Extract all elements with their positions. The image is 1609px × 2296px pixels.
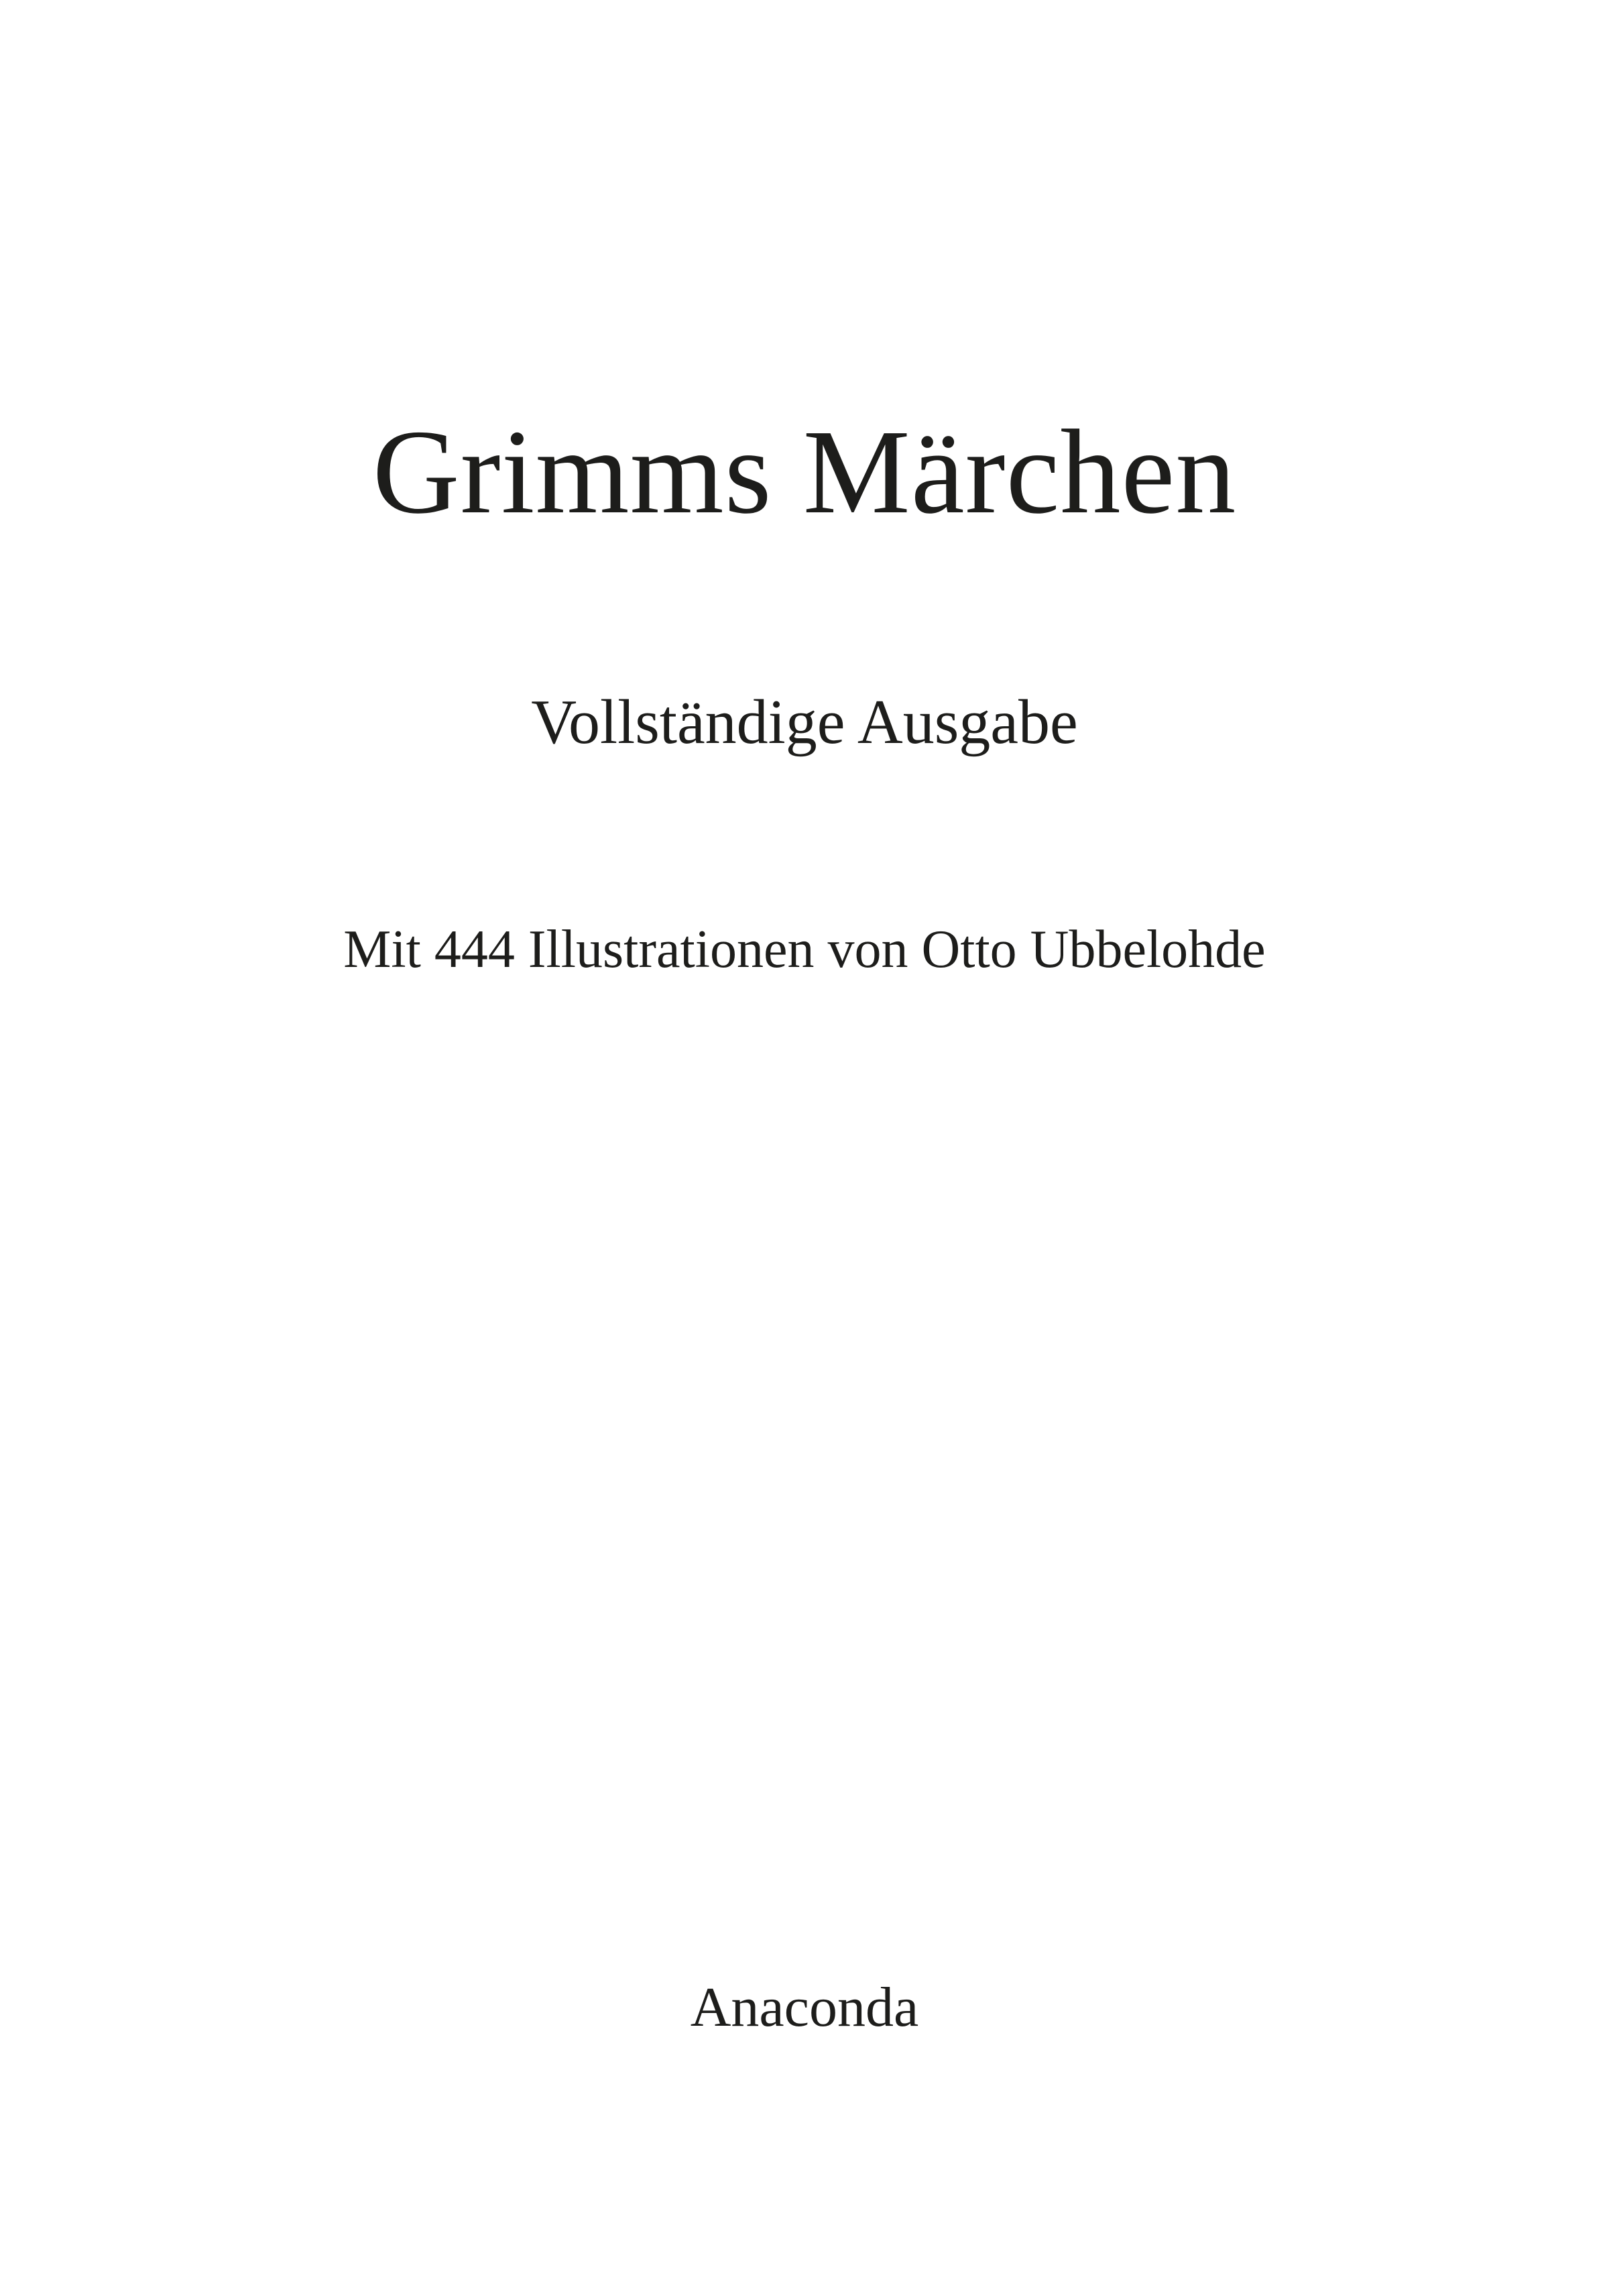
publisher-name: Anaconda [690, 1976, 919, 2039]
book-subtitle: Vollständige Ausgabe [531, 687, 1078, 757]
book-title: Grimms Märchen [372, 405, 1237, 538]
illustration-note: Mit 444 Illustrationen von Otto Ubbelohde [343, 920, 1266, 979]
